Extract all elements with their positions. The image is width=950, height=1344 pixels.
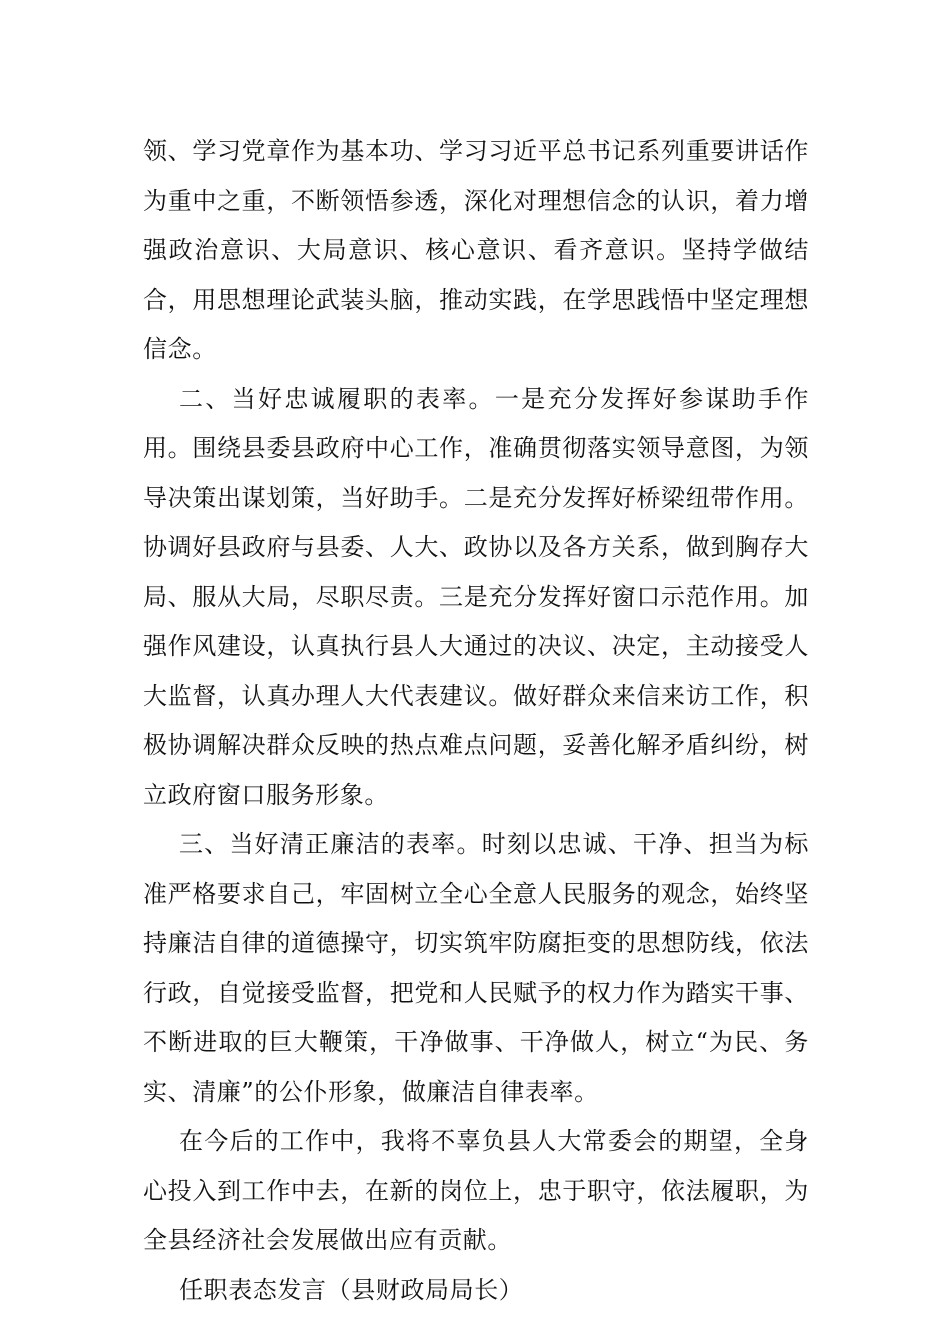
next-section-title: 任职表态发言（县财政局局长）	[179, 1275, 524, 1304]
paragraph-continuation: 领、学习党章作为基本功、学习习近平总书记系列重要讲话作为重中之重，不断领悟参透，深化对理想信念的认识，着力增强政治意识、大局意识、核心意识、看齐意识。坚持学做结合，用思想理论武装头脑，推动实践，在学思践悟中坚定理想信念。	[143, 137, 809, 363]
document-body	[143, 127, 809, 1315]
paragraph-integrity: 三、当好清正廉洁的表率。时刻以忠诚、干净、担当为标准严格要求自己，牢固树立全心全意人民服务的观念，始终坚持廉洁自律的道德操守，切实筑牢防腐拒变的思想防线，依法行政，自觉接受监督，把党和人民赋予的权力作为踏实干事、不断进取的巨大鞭策，干净做事、干净做人，树立“为民、务实、清廉”的公仆形象，做廉洁自律表率。	[143, 830, 809, 1106]
paragraph-loyal-duty: 二、当好忠诚履职的表率。一是充分发挥好参谋助手作用。围绕县委县政府中心工作，准确贯彻落实领导意图，为领导决策出谋划策，当好助手。二是充分发挥好桥梁纽带作用。协调好县政府与县委、人大、政协以及各方关系，做到胸存大局、服从大局，尽职尽责。三是充分发挥好窗口示范作用。加强作风建设，认真执行县人大通过的决议、决定，主动接受人大监督，认真办理人大代表建议。做好群众来信来访工作，积极协调解决群众反映的热点难点问题，妥善化解矛盾纠纷，树立政府窗口服务形象。	[143, 384, 809, 809]
paragraph-closing: 在今后的工作中，我将不辜负县人大常委会的期望，全身心投入到工作中去，在新的岗位上，忠于职守，依法履职，为全县经济社会发展做出应有贡献。	[143, 1127, 809, 1254]
